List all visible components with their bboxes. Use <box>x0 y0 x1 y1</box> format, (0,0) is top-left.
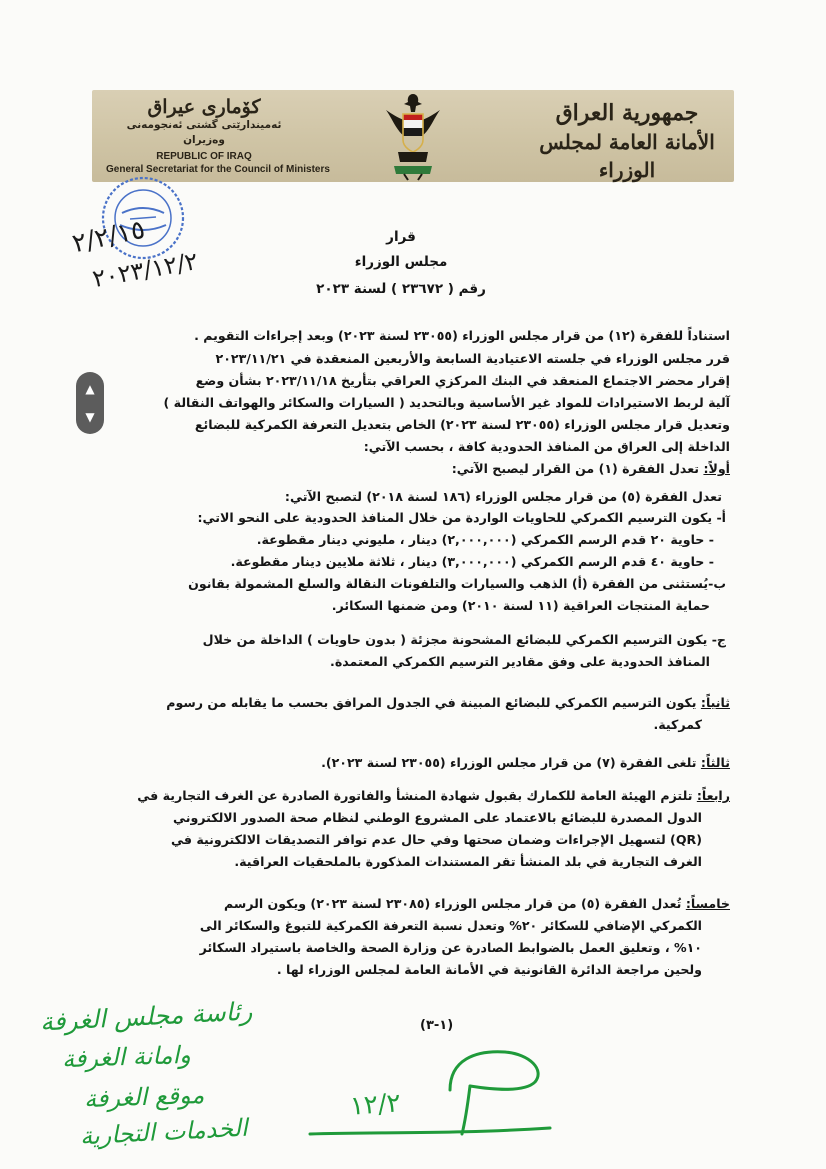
handwritten-date-2: ٢٠٢٣/١٢/٢ <box>90 246 201 294</box>
green-signature <box>300 1030 560 1140</box>
handwritten-date-1: ٢/٢/١٥ <box>69 214 148 260</box>
section-third-text: تلغى الفقرة (٧) من قرار مجلس الوزراء (٢٣٠٥٥ لسنة ٢٠٢٣). <box>321 755 701 770</box>
text-line: حماية المنتجات العراقية (١١ لسنة ٢٠١٠) ومن ضمنها السكائر. <box>331 598 710 613</box>
text-line: قرر مجلس الوزراء في جلسته الاعتيادية السابعة والأربعين المنعقدة في ٢٠٢٣/١١/٢١ <box>215 351 730 366</box>
text-line: كمركية. <box>653 717 702 732</box>
section-fourth <box>137 785 730 807</box>
section-fourth-text: تلتزم الهيئة العامة للكمارك بقبول شهادة المنشأ والفاتورة الصادرة عن الغرف التجارية في <box>137 788 697 803</box>
section-first-text: تعدل الفقرة (١) من القرار ليصبح الآتي: <box>451 461 704 476</box>
page-scroll-widget <box>76 372 104 434</box>
section-second-text: يكون الترسيم الكمركي للبضائع المبينة في الجدول المرافق بحسب ما يقابله من رسوم <box>166 695 701 710</box>
decision-title: قرار <box>386 229 416 245</box>
text-line: الداخلة إلى العراق من المنافذ الحدودية كافة ، بحسب الآتي: <box>363 439 730 454</box>
council-title: مجلس الوزراء <box>354 254 448 270</box>
text-line: استناداً للفقرة (١٢) من قرار مجلس الوزراء (٢٣٠٥٥ لسنة ٢٠٢٣) وبعد إجراءات التقويم . <box>194 328 730 343</box>
handwritten-note-date: ١٢/٢ <box>349 1088 402 1122</box>
text-line: أ- يكون الترسيم الكمركي للحاويات الواردة من خلال المنافذ الحدودية على النحو الاتي: <box>197 510 726 525</box>
chevron-down-icon[interactable]: ▼ <box>85 410 95 424</box>
section-second <box>166 692 730 714</box>
text-line: - حاوية ٢٠ قدم الرسم الكمركي (٢,٠٠٠,٠٠٠) دينار ، مليوني دينار مقطوعة. <box>256 532 714 547</box>
chevron-up-icon[interactable]: ▲ <box>85 382 95 396</box>
section-fifth-text: تُعدل الفقرة (٥) من قرار مجلس الوزراء (٢٣٠٨٥ لسنة ٢٠٢٣) ويكون الرسم <box>224 896 686 911</box>
text-line: - حاوية ٤٠ قدم الرسم الكمركي (٣,٠٠٠,٠٠٠) دينار ، ثلاثة ملايين دينار مقطوعة. <box>230 554 714 569</box>
handwritten-note-line: موقع الغرفة <box>83 1080 205 1114</box>
handwritten-note-line: رئاسة مجلس الغرفة <box>39 996 253 1037</box>
handwritten-note-line: وامانة الغرفة <box>61 1040 192 1074</box>
letterhead-right <box>532 98 722 184</box>
kurdish-subtitle: ئه‌میندارێتی گشتی ئه‌نجومه‌نی وه‌زیران <box>126 119 282 146</box>
section-first-label: أولاً: <box>703 461 730 476</box>
text-line: ب-يُستثنى من الفقرة (أ) الذهب والسيارات والتلفونات النقالة والسلع المشمولة بقانون <box>188 576 726 591</box>
page-number: (١-٣) <box>420 1018 454 1033</box>
section-fifth <box>224 893 730 915</box>
text-line: الدول المصدرة للبضائع بالاعتماد على المشروع الوطني لنظام صحة الصدور الالكتروني <box>172 810 702 825</box>
section-second-label: ثانياً: <box>700 695 730 710</box>
section-fifth-label: خامساً: <box>685 896 730 911</box>
text-line: إقرار محضر الاجتماع المنعقد في البنك المركزي العراقي بتأريخ ٢٠٢٣/١١/١٨ بشأن وضع <box>195 373 730 388</box>
text-line: ١٠% ، وتعليق العمل بالضوابط الصادرة عن وزارة الصحة والخاصة باستيراد السكائر <box>199 940 702 955</box>
decision-number: رقم ( ٢٣٦٧٢ ) لسنة ٢٠٢٣ <box>316 281 486 297</box>
text-line: ج- يكون الترسيم الكمركي للبضائع المشحونة مجزئة ( بدون حاويات ) الداخلة من خلال <box>202 632 726 647</box>
text-line: تعدل الفقرة (٥) من قرار مجلس الوزراء (١٨٦ لسنة ٢٠١٨) لتصبح الآتي: <box>284 489 722 504</box>
section-third <box>321 752 730 774</box>
arabic-body: الأمانة العامة لمجلس الوزراء <box>539 130 715 182</box>
section-fourth-label: رابعاً: <box>696 788 730 803</box>
iraq-eagle-emblem-icon <box>382 90 444 182</box>
letterhead-left <box>104 96 330 176</box>
english-body: General Secretariat for the Council of Ministers <box>106 164 330 175</box>
english-country: REPUBLIC OF IRAQ <box>156 151 252 162</box>
text-line: الكمركي الإضافي للسكائر ٢٠% وتعدل نسبة التعرفة الكمركية للتبوغ والسكائر الى <box>199 918 702 933</box>
text-line: ولحين مراجعة الدائرة القانونية في الأمانة العامة لمجلس الوزراء لها . <box>276 962 702 977</box>
letterhead <box>92 90 734 182</box>
text-line: وتعديل قرار مجلس الوزراء (٢٣٠٥٥ لسنة ٢٠٢٣) الخاص بتعديل التعرفة الكمركية للبضائع <box>194 417 730 432</box>
arabic-country: جمهورية العراق <box>555 100 699 126</box>
section-first <box>452 458 730 480</box>
text-line: المنافذ الحدودية على وفق مقادير الترسيم الكمركي المعتمدة. <box>330 654 710 669</box>
handwritten-note-line: الخدمات التجارية <box>79 1113 249 1151</box>
text-line: الغرف التجارية في بلد المنشأ تقر المستندات المذكورة بالملحقيات العراقية. <box>234 854 702 869</box>
section-third-label: ثالثاً: <box>700 755 730 770</box>
kurdish-title: كۆماری عیراق <box>147 96 261 118</box>
text-line: آلية لربط الاستيرادات للمواد غير الأساسية وبالتحديد ( السيارات والسكائر والهواتف النقالة ) <box>163 395 730 410</box>
text-line: (QR) لتسهيل الإجراءات وضمان صحتها وفي حال عدم توافر التصديقات الالكترونية في <box>171 832 702 847</box>
